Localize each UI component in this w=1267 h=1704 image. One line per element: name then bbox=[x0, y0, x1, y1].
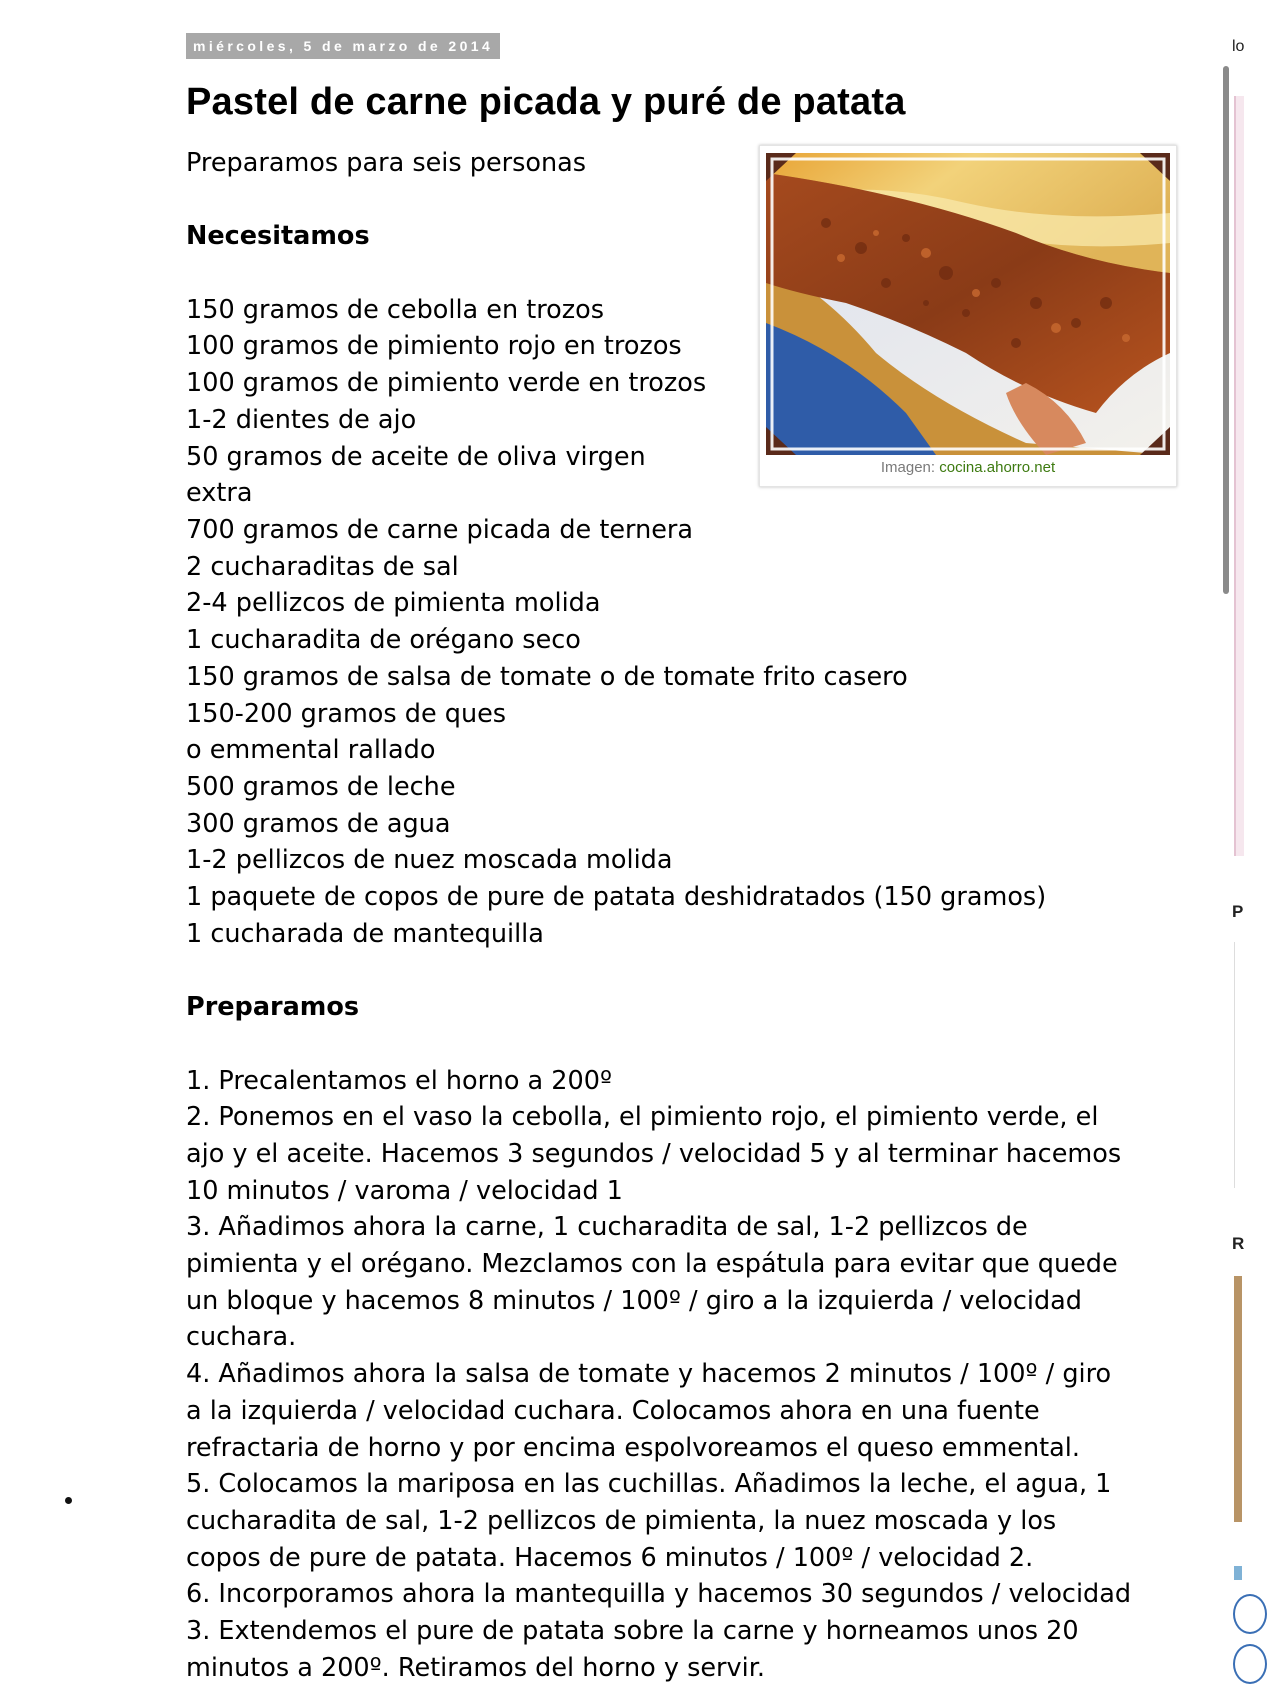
sidebar-heading-fragment: R bbox=[1232, 1234, 1245, 1253]
steps-heading: Preparamos bbox=[186, 992, 360, 1023]
step-line: refractaria de horno y por encima espolvoreamos el queso emmental. bbox=[186, 1432, 1080, 1463]
ingredient-item: 2 cucharaditas de sal bbox=[186, 551, 459, 582]
recipe-image-frame bbox=[759, 145, 1177, 487]
caption-prefix: Imagen: bbox=[880, 459, 940, 476]
step-line: 2. Ponemos en el vaso la cebolla, el pimiento rojo, el pimiento verde, el bbox=[186, 1102, 1099, 1133]
sidebar-edge bbox=[1224, 0, 1245, 1704]
step-line: 1. Precalentamos el horno a 200º bbox=[186, 1065, 612, 1096]
post-title[interactable]: Pastel de carne picada y puré de patata bbox=[186, 81, 906, 123]
ingredient-item: 1-2 dientes de ajo bbox=[186, 404, 417, 435]
sidebar-badge[interactable] bbox=[1234, 1566, 1242, 1580]
ingredient-item: 150 gramos de salsa de tomate o de tomate frito casero bbox=[186, 661, 908, 692]
spacer bbox=[186, 952, 1186, 989]
sidebar-circle-button[interactable] bbox=[1233, 1594, 1267, 1634]
post-date: miércoles, 5 de marzo de 2014 bbox=[186, 33, 500, 59]
step-line: 10 minutos / varoma / velocidad 1 bbox=[186, 1175, 623, 1206]
sidebar-heading-fragment: P bbox=[1232, 902, 1244, 921]
step-line: 6. Incorporamos ahora la mantequilla y hacemos 30 segundos / velocidad bbox=[186, 1579, 1132, 1610]
ingredient-item: 100 gramos de pimiento rojo en trozos bbox=[186, 331, 682, 362]
step-line: a la izquierda / velocidad cuchara. Colocamos ahora en una fuente bbox=[186, 1395, 1040, 1426]
image-caption bbox=[760, 459, 1176, 476]
ingredient-item: 2-4 pellizcos de pimienta molida bbox=[186, 588, 601, 619]
ingredient-item: 500 gramos de leche bbox=[186, 771, 456, 802]
step-line: minutos a 200º. Retiramos del horno y servir. bbox=[186, 1652, 765, 1683]
spacer bbox=[186, 1026, 1186, 1063]
intro-text: Preparamos para seis personas bbox=[186, 148, 587, 178]
ingredient-item: 100 gramos de pimiento verde en trozos bbox=[186, 368, 707, 399]
step-line: 3. Añadimos ahora la carne, 1 cucharadita de sal, 1-2 pellizcos de bbox=[186, 1212, 1028, 1243]
ingredient-item: extra bbox=[186, 478, 253, 509]
ingredient-item: 300 gramos de agua bbox=[186, 808, 451, 839]
sidebar-banner bbox=[1234, 96, 1244, 856]
ingredient-item: o emmental rallado bbox=[186, 735, 436, 766]
step-line: cuchara. bbox=[186, 1322, 297, 1353]
ingredient-item: 700 gramos de carne picada de ternera bbox=[186, 515, 694, 545]
step-line: un bloque y hacemos 8 minutos / 100º / giro a la izquierda / velocidad bbox=[186, 1285, 1082, 1316]
ingredient-item: 1-2 pellizcos de nuez moscada molida bbox=[186, 845, 673, 876]
ingredients-heading: Necesitamos bbox=[186, 221, 370, 252]
ingredient-item: 1 cucharada de mantequilla bbox=[186, 918, 544, 949]
steps-list bbox=[186, 1063, 1186, 1687]
sidebar-thumbnail[interactable] bbox=[1234, 1276, 1242, 1522]
bullet-dot bbox=[65, 1497, 72, 1504]
sidebar-box bbox=[1234, 942, 1243, 1188]
step-line: ajo y el aceite. Hacemos 3 segundos / velocidad 5 y al terminar hacemos bbox=[186, 1138, 1122, 1169]
step-line: copos de pure de patata. Hacemos 6 minutos / 100º / velocidad 2. bbox=[186, 1542, 1034, 1573]
ingredient-item: 150-200 gramos de ques bbox=[186, 698, 507, 729]
step-line: 5. Colocamos la mariposa en las cuchillas. Añadimos la leche, el agua, 1 bbox=[186, 1469, 1112, 1500]
ingredient-item: 1 paquete de copos de pure de patata deshidratados (150 gramos) bbox=[186, 882, 1047, 913]
step-line: cucharadita de sal, 1-2 pellizcos de pimienta, la nuez moscada y los bbox=[186, 1505, 1057, 1536]
ingredient-item: 150 gramos de cebolla en trozos bbox=[186, 294, 605, 325]
step-line: 3. Extendemos el pure de patata sobre la carne y horneamos unos 20 bbox=[186, 1616, 1079, 1647]
recipe-photo[interactable] bbox=[766, 153, 1170, 455]
step-line: pimienta y el orégano. Mezclamos con la espátula para evitar que quede bbox=[186, 1249, 1118, 1280]
sidebar-circle-button[interactable] bbox=[1233, 1644, 1267, 1684]
caption-source-link[interactable]: cocina.ahorro.net bbox=[939, 459, 1056, 476]
step-line: 4. Añadimos ahora la salsa de tomate y hacemos 2 minutos / 100º / giro bbox=[186, 1359, 1112, 1390]
sidebar-text-fragment: lo bbox=[1232, 38, 1245, 55]
ingredient-item: 1 cucharadita de orégano seco bbox=[186, 625, 581, 656]
ingredient-item: 50 gramos de aceite de oliva virgen bbox=[186, 441, 646, 472]
